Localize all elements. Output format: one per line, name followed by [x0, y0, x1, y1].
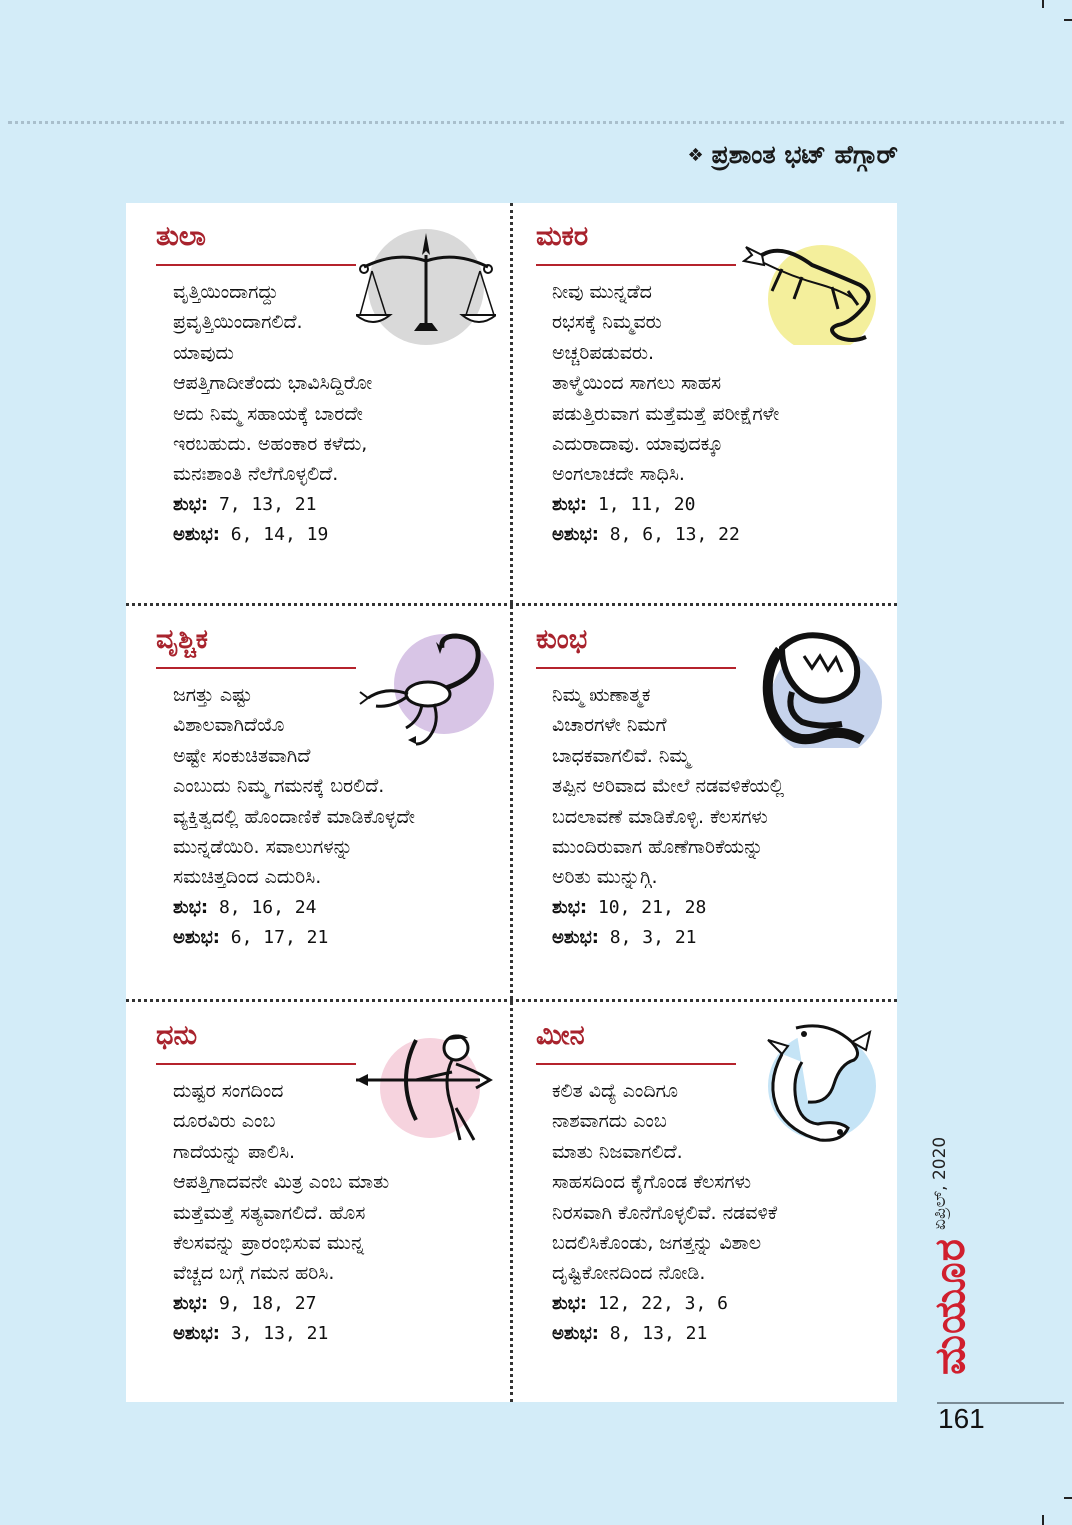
text-line: ಅದು ನಿಮ್ಮ ಸಹಾಯಕ್ಕೆ ಬಾರದೇ — [173, 402, 363, 425]
prediction-text — [173, 680, 415, 954]
text-line: ಆಪತ್ತಿಗಾದೀತೆಂದು ಭಾವಿಸಿದ್ದಿರೋ — [173, 372, 373, 395]
text-line: ಮತ್ತೆಮತ್ತೆ ಸತ್ಯವಾಗಲಿದೆ. ಹೊಸ — [173, 1201, 366, 1224]
text-line: ಅಂಗಲಾಚದೇ ಸಾಧಿಸಿ. — [552, 463, 685, 486]
text-line: ಎಂಬುದು ನಿಮ್ಮ ಗಮನಕ್ಕೆ ಬರಲಿದೆ. — [173, 775, 385, 798]
horoscope-panel — [126, 203, 897, 1402]
text-line: ಪ್ರವೃತ್ತಿಯಿಂದಾಗಲಿದೆ. — [173, 311, 303, 334]
prediction-text — [173, 1076, 389, 1350]
sign-card-pisces — [512, 1002, 897, 1402]
sign-card-libra — [126, 203, 511, 603]
sign-card-aquarius — [512, 606, 897, 1006]
sign-title: ಧನು — [156, 1020, 198, 1051]
text-line: ನಿಮ್ಮ ಋಣಾತ್ಮಕ — [552, 684, 651, 706]
text-line: ತಾಳ್ಮೆಯಿಂದ ಸಾಗಲು ಸಾಹಸ — [552, 372, 722, 395]
prediction-text — [173, 277, 372, 551]
lucky-numbers: ಶುಭ: 7, 13, 21 — [173, 493, 317, 515]
title-underline — [536, 667, 736, 669]
text-line: ಜಗತ್ತು ಎಷ್ಟು — [173, 684, 253, 706]
text-line: ಮುಂದಿರುವಾಗ ಹೊಣೆಗಾರಿಕೆಯನ್ನು — [552, 835, 764, 858]
lucky-numbers: ಶುಭ: 8, 16, 24 — [173, 896, 317, 918]
text-line: ಇರಬಹುದು. ಅಹಂಕಾರ ಕಳೆದು, — [173, 432, 368, 455]
sign-card-sagittarius — [126, 1002, 511, 1402]
text-line: ವೃತ್ತಿಯಿಂದಾಗದ್ದು — [173, 281, 279, 303]
text-line: ರಭಸಕ್ಕೆ ನಿಮ್ಮವರು — [552, 311, 662, 334]
title-underline — [536, 264, 736, 266]
page-number: 161 — [938, 1403, 985, 1434]
unlucky-numbers: ಅಶುಭ: 8, 6, 13, 22 — [552, 524, 740, 546]
text-line: ಬದಲಾವಣೆ ಮಾಡಿಕೊಳ್ಳಿ. ಕೆಲಸಗಳು — [552, 805, 768, 828]
sign-title: ಕುಂಭ — [536, 624, 588, 655]
lucky-numbers: ಶುಭ: 1, 11, 20 — [552, 493, 696, 515]
title-underline — [156, 264, 356, 266]
sign-card-scorpio — [126, 606, 511, 1006]
text-line: ವಿಚಾರಗಳೇ ನಿಮಗೆ — [552, 714, 667, 737]
text-line: ಆಪತ್ತಿಗಾದವನೇ ಮಿತ್ರ ಎಂಬ ಮಾತು — [173, 1171, 390, 1194]
text-line: ಮಾತು ನಿಜವಾಗಲಿದೆ. — [552, 1140, 683, 1163]
text-line: ದೃಷ್ಟಿಕೋನದಿಂದ ನೋಡಿ. — [552, 1262, 706, 1285]
text-line: ವಿಶಾಲವಾಗಿದೆಯೊ — [173, 714, 285, 737]
text-line: ದುಷ್ಟರ ಸಂಗದಿಂದ — [173, 1080, 284, 1102]
author-byline — [688, 140, 899, 170]
title-underline — [156, 1063, 356, 1065]
text-line: ಕಲಿತ ವಿದ್ಯೆ ಎಂದಿಗೂ — [552, 1080, 679, 1102]
text-line: ವ್ಯಕ್ತಿತ್ವದಲ್ಲಿ ಹೊಂದಾಣಿಕೆ ಮಾಡಿಕೊಳ್ಳದೇ — [173, 805, 415, 828]
text-line: ಮುನ್ನಡೆಯಿರಿ. ಸವಾಲುಗಳನ್ನು — [173, 835, 353, 858]
text-line: ನಿರಸವಾಗಿ ಕೊನೆಗೊಳ್ಳಲಿವೆ. ನಡವಳಿಕೆ — [552, 1201, 778, 1224]
sign-title: ಮೀನ — [536, 1020, 585, 1051]
title-underline — [156, 667, 356, 669]
sign-card-capricorn — [512, 203, 897, 603]
text-line: ದೂರವಿರು ಎಂಬ — [173, 1110, 276, 1133]
header-divider — [8, 121, 1064, 124]
text-line: ಬದಲಿಸಿಕೊಂಡು, ಜಗತ್ತನ್ನು ವಿಶಾಲ — [552, 1231, 762, 1254]
text-line: ತಪ್ಪಿನ ಅರಿವಾದ ಮೇಲೆ ನಡವಳಿಕೆಯಲ್ಲಿ — [552, 775, 785, 798]
text-line: ವೆಚ್ಚದ ಬಗ್ಗೆ ಗಮನ ಹರಿಸಿ. — [173, 1262, 335, 1285]
text-line: ಮನಃಶಾಂತಿ ನೆಲೆಗೊಳ್ಳಲಿದೆ. — [173, 463, 339, 486]
prediction-text — [552, 277, 779, 551]
crop-mark-right-top — [1064, 19, 1072, 21]
issue-date-text: ಏಪ್ರಿಲ್, 2020 — [930, 1136, 950, 1230]
diamond-icon: ❖ — [687, 145, 704, 166]
sign-title: ತುಲಾ — [156, 221, 206, 252]
text-line: ನೀವು ಮುನ್ನಡೆದ — [552, 281, 652, 303]
unlucky-numbers: ಅಶುಭ: 8, 13, 21 — [552, 1323, 708, 1345]
text-line: ಬಾಧಕವಾಗಲಿವೆ. ನಿಮ್ಮ — [552, 744, 691, 767]
crop-mark-right-bottom — [1064, 1497, 1072, 1499]
unlucky-numbers: ಅಶುಭ: 6, 17, 21 — [173, 927, 329, 949]
lucky-numbers: ಶುಭ: 9, 18, 27 — [173, 1292, 317, 1314]
text-line: ಸಾಹಸದಿಂದ ಕೈಗೊಂಡ ಕೆಲಸಗಳು — [552, 1171, 752, 1194]
unlucky-numbers: ಅಶುಭ: 6, 14, 19 — [173, 524, 329, 546]
unlucky-numbers: ಅಶುಭ: 3, 13, 21 — [173, 1323, 329, 1345]
magazine-logo-text: ಮಯೂರ — [925, 1238, 974, 1375]
unlucky-numbers: ಅಶುಭ: 8, 3, 21 — [552, 927, 697, 949]
lucky-numbers: ಶುಭ: 10, 21, 28 — [552, 896, 707, 918]
text-line: ಕೆಲಸವನ್ನು ಪ್ರಾರಂಭಿಸುವ ಮುನ್ನ — [173, 1231, 365, 1254]
text-line: ಅರಿತು ಮುನ್ನುಗ್ಗಿ. — [552, 866, 658, 889]
author-name: ಪ್ರಶಾಂತ ಭಟ್ ಹೆಗ್ಗಾರ್ — [711, 140, 898, 169]
title-underline — [536, 1063, 736, 1065]
text-line: ಅಚ್ಚರಿಪಡುವರು. — [552, 341, 655, 364]
prediction-text — [552, 680, 784, 954]
text-line: ನಾಶವಾಗದು ಎಂಬ — [552, 1110, 667, 1133]
crop-mark-bottom — [1042, 1515, 1044, 1525]
sign-title: ವೃಶ್ಚಿಕ — [156, 624, 208, 655]
crop-mark-top — [1042, 0, 1044, 8]
text-line: ಯಾವುದು — [173, 341, 234, 364]
lucky-numbers: ಶುಭ: 12, 22, 3, 6 — [552, 1292, 728, 1314]
libra-scales-icon — [356, 225, 496, 345]
text-line: ಅಷ್ಟೇ ಸಂಕುಚಿತವಾಗಿದೆ — [173, 744, 311, 767]
text-line: ಎದುರಾದಾವು. ಯಾವುದಕ್ಕೂ — [552, 432, 724, 455]
sign-title: ಮಕರ — [536, 221, 589, 252]
prediction-text — [552, 1076, 777, 1350]
text-line: ಸಮಚಿತ್ತದಿಂದ ಎದುರಿಸಿ. — [173, 866, 322, 889]
text-line: ಗಾದೆಯನ್ನು ಪಾಲಿಸಿ. — [173, 1140, 296, 1163]
text-line: ಪಡುತ್ತಿರುವಾಗ ಮತ್ತೆಮತ್ತೆ ಪರೀಕ್ಷೆಗಳೇ — [552, 402, 780, 425]
